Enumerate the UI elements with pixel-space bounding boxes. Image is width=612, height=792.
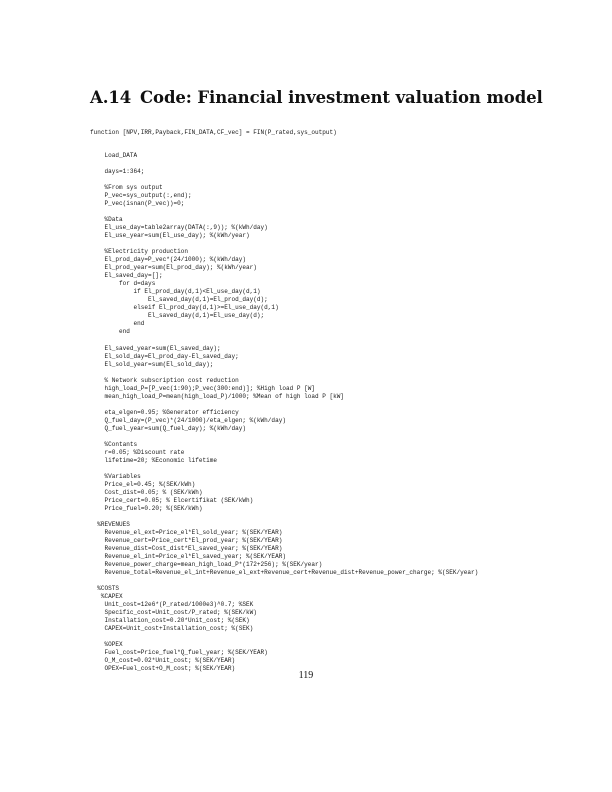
code-line: El_prod_day=P_vec*(24/1000); %(kWh/day): [90, 256, 247, 264]
code-line: [90, 369, 478, 377]
code-line: El_use_year=sum(El_use_day); %(kWh/year): [90, 232, 250, 240]
code-line: Installation_cost=0.20*Unit_cost; %(SEK): [90, 617, 250, 625]
code-line: %Contants: [90, 440, 138, 448]
code-line: for d=days: [90, 280, 156, 288]
code-line: [90, 433, 478, 441]
code-line: %Data: [90, 216, 123, 224]
code-line: [90, 513, 478, 521]
code-line: end: [90, 328, 130, 336]
function-signature: function [NPV,IRR,Payback,FIN_DATA,CF_vec] = FIN(P_rated,sys_output): [90, 129, 337, 137]
code-line: El_use_day=table2array(DATA(:,9)); %(kWh/day): [90, 224, 268, 232]
code-line: [90, 633, 478, 641]
code-line: Cost_dist=0.05; % (SEK/kWh): [90, 488, 203, 496]
code-line: %Electricity production: [90, 248, 188, 256]
code-line: % Network subscription cost reduction: [90, 376, 239, 384]
code-line: Price_el=0.45; %(SEK/kWh): [90, 480, 196, 488]
code-line: [90, 176, 478, 184]
code-line: [90, 336, 478, 344]
code-line: El_saved_day=[];: [90, 272, 163, 280]
code-line: r=0.05; %Discount rate: [90, 448, 185, 456]
page-number: 119: [298, 670, 314, 681]
code-line: Price_fuel=0.20; %(SEK/kWh): [90, 504, 203, 512]
code-line: Q_fuel_year=sum(Q_fuel_day); %(kWh/day): [90, 424, 247, 432]
code-line: Unit_cost=12e6*(P_rated/1000e3)^0.7; %SEK: [90, 601, 254, 608]
code-line: [90, 240, 478, 248]
code-line: OPEX=Fuel_cost+O_M_cost; %(SEK/YEAR): [90, 665, 236, 673]
code-line: [90, 465, 478, 473]
code-line: %Variables: [90, 472, 141, 480]
code-line: [90, 208, 478, 216]
section-number: A.14: [90, 88, 132, 107]
code-line: %CAPEX: [90, 592, 123, 600]
code-line: Specific_cost=Unit_cost/P_rated; %(SEK/kW): [90, 609, 257, 617]
code-line: Revenue_el_int=Price_el*El_saved_year; %(SEK/YEAR): [90, 552, 286, 560]
section-heading: [90, 88, 543, 107]
code-line: Load_DATA: [90, 152, 138, 160]
code-line: [90, 401, 478, 409]
code-line: days=1:364;: [90, 168, 145, 176]
code-line: if El_prod_day(d,1)<El_use_day(d,1): [90, 288, 261, 296]
code-line: O_M_cost=0.02*Unit_cost; %(SEK/YEAR): [90, 657, 236, 665]
code-line: Revenue_cert=Price_cert*El_prod_year; %(SEK/YEAR): [90, 536, 283, 544]
code-line: [90, 160, 478, 168]
code-line: El_sold_year=sum(El_sold_day);: [90, 360, 214, 368]
code-line: El_saved_day(d,1)=El_use_day(d);: [90, 312, 265, 320]
code-line: El_sold_day=El_prod_day-El_saved_day;: [90, 352, 239, 360]
code-line: eta_elgen=0.95; %Generator efficiency: [90, 408, 239, 416]
code-line: Price_cert=0.05; % Elcertifikat (SEK/kWh): [90, 496, 254, 504]
code-line: P_vec(isnan(P_vec))=0;: [90, 200, 185, 208]
code-line: elseif El_prod_day(d,1)>=El_use_day(d,1): [90, 304, 279, 312]
code-line: %COSTS: [90, 584, 120, 592]
code-line: %OPEX: [90, 641, 123, 649]
code-line: %From sys output: [90, 184, 163, 192]
code-line: mean_high_load_P=mean(high_load_P)/1000; %Mean of high load P [kW]: [90, 392, 345, 400]
code-line: Revenue_power_charge=mean_high_load_P*(172+256); %(SEK/year): [90, 560, 323, 568]
code-line: P_vec=sys_output(:,end);: [90, 192, 192, 200]
code-line: %REVENUES: [90, 520, 130, 528]
code-line: [90, 577, 478, 585]
code-line: El_saved_year=sum(El_saved_day);: [90, 344, 221, 352]
code-listing: [90, 113, 478, 673]
code-line: Fuel_cost=Price_fuel*Q_fuel_year; %(SEK/YEAR): [90, 649, 268, 657]
code-line: CAPEX=Unit_cost+Installation_cost; %(SEK): [90, 625, 254, 633]
code-line: Revenue_dist=Cost_dist*El_saved_year; %(SEK/YEAR): [90, 544, 283, 552]
code-line: El_prod_year=sum(El_prod_day); %(kWh/year): [90, 264, 257, 272]
code-line: high_load_P=[P_vec(1:90);P_vec(300:end)]; %High load P [W]: [90, 384, 315, 392]
code-line: end: [90, 320, 145, 328]
code-line: El_saved_day(d,1)=El_prod_day(d);: [90, 296, 268, 304]
code-line: Q_fuel_day=(P_vec)*(24/1000)/eta_elgen; %(kWh/day): [90, 416, 286, 424]
code-line: lifetime=20; %Economic lifetime: [90, 456, 218, 464]
code-line: Revenue_el_ext=Price_el*El_sold_year; %(SEK/YEAR): [90, 528, 283, 536]
code-line: Revenue_total=Revenue_el_int+Revenue_el_ext+Revenue_cert+Revenue_dist+Revenue_power_charge; %(SEK/year): [90, 568, 479, 576]
section-title: Code: Financial investment valuation model: [140, 88, 543, 107]
